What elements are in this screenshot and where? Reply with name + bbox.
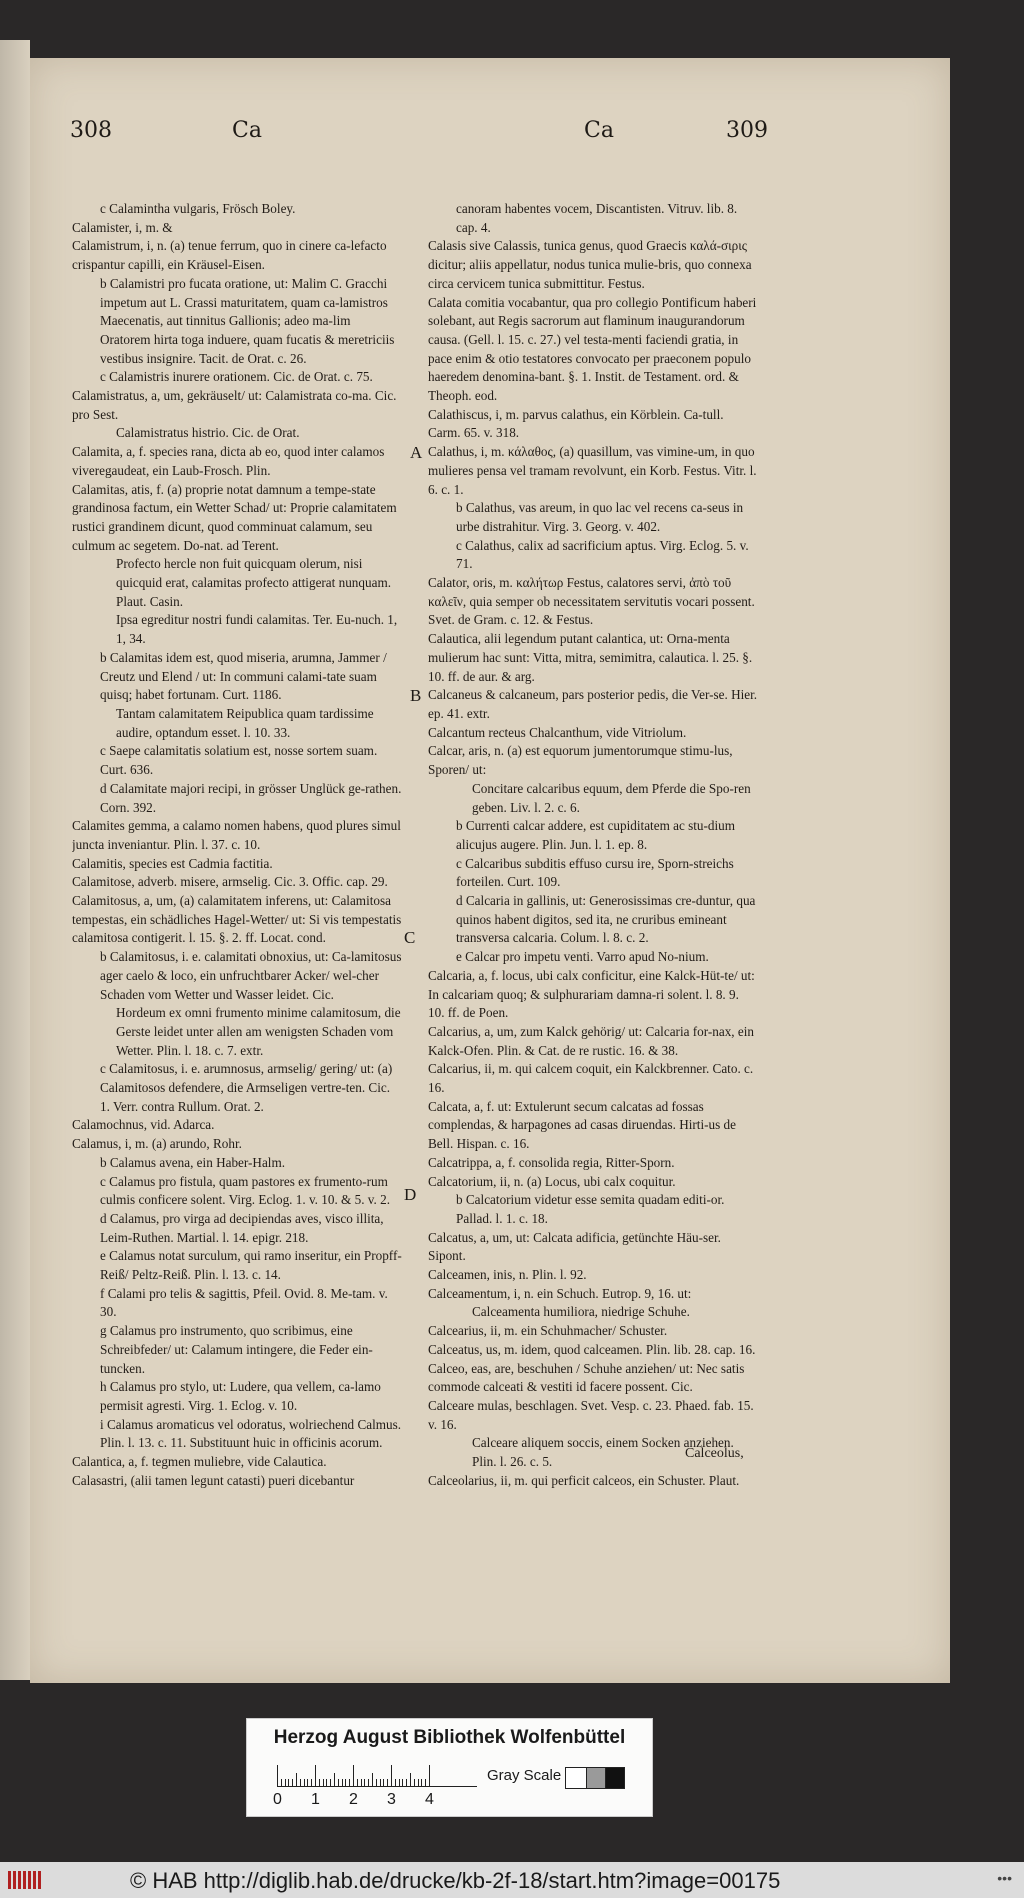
dictionary-entry: Calcar, aris, n. (a) est equorum jumentorumque stimu-lus, Sporen/ ut: xyxy=(428,743,733,778)
page-number-left: 308 xyxy=(70,118,112,143)
dictionary-entry: g Calamus pro instrumento, quo scribimus, eine Schreibfeder/ ut: Calamum intingere, die Feder ein-tuncken. xyxy=(100,1323,373,1376)
ruler-tick xyxy=(421,1779,422,1787)
dictionary-entry: Calcatorium, ii, n. (a) Locus, ubi calx coquitur. xyxy=(428,1173,676,1189)
dictionary-entry: Ipsa egreditur nostri fundi calamitas. Ter. Eu-nuch. 1, 1, 34. xyxy=(116,612,398,647)
ruler-tick xyxy=(319,1779,320,1787)
ruler-number: 1 xyxy=(311,1791,320,1808)
ruler-tick xyxy=(395,1779,396,1787)
ruler-tick xyxy=(277,1765,278,1787)
dictionary-entry: b Calamitosus, i. e. calamitati obnoxius, ut: Ca-lamitosus ager caelo & loco, ein unfruchtbarer Acker/ wel-cher Schaden vom Wetter und Wasser leidet. Cic. xyxy=(100,949,402,1002)
dictionary-entry: h Calamus pro stylo, ut: Ludere, qua vellem, ca-lamo permisit agresti. Virg. 1. Eclog. v. 10. xyxy=(100,1379,381,1413)
ruler-tick xyxy=(304,1779,305,1787)
dictionary-entry: d Calamus, pro virga ad decipiendas aves, visco illita, Leim-Ruthen. Martial. l. 14. epigr. 218. xyxy=(100,1210,384,1245)
dictionary-entry: b Calathus, vas areum, in quo lac vel recens ca-seus in urbe distrahitur. Virg. 3. Georg. v. 402. xyxy=(456,500,744,534)
margin-letter: B xyxy=(410,686,422,705)
gray-swatch-white xyxy=(565,1767,587,1789)
dictionary-entry: b Calamitas idem est, quod miseria, arumna, Jammer / Creutz und Elend / ut: In communi calami-tate suam quisq; habet fortunam. Curt. 1186. xyxy=(100,649,387,703)
dictionary-entry: Calamister, i, m. & xyxy=(72,219,173,235)
ruler-tick xyxy=(399,1779,400,1787)
more-menu-icon[interactable]: ••• xyxy=(997,1870,1012,1886)
library-label xyxy=(246,1718,653,1817)
dictionary-entry: Calceamentum, i, n. ein Schuch. Eutrop. 9, 16. ut: xyxy=(428,1285,692,1301)
dictionary-entry: Calautica, alii legendum putant calantica, ut: Orna-menta mulierum hac sunt: Vitta, mitra, semimitra, calautica. l. 25. §. 10. ff. de aur. & arg. xyxy=(428,631,753,684)
ruler-tick xyxy=(342,1779,343,1787)
ruler-tick xyxy=(292,1779,293,1787)
dictionary-entry: c Saepe calamitatis solatium est, nosse sortem suam. Curt. 636. xyxy=(100,743,378,778)
ruler-tick xyxy=(288,1779,289,1787)
ruler-tick xyxy=(402,1779,403,1787)
dictionary-entry: Calceare mulas, beschlagen. Svet. Vesp. c. 23. Phaed. fab. 15. v. 16. xyxy=(428,1398,754,1432)
dictionary-entry: Calceatus, us, m. idem, quod calceamen. Plin. lib. 28. cap. 16. xyxy=(428,1341,756,1357)
dictionary-entry: Calcatus, a, um, ut: Calcata adificia, getünchte Häu-ser. Sipont. xyxy=(428,1229,721,1264)
ruler-tick xyxy=(345,1779,346,1787)
dictionary-entry: d Calcaria in gallinis, ut: Generosissimas cre-duntur, qua quinos habent digitos, sed ita, ne cruribus emineant transversa calcaria. Colum. l. 8. c. 2. xyxy=(456,893,756,946)
ruler-tick xyxy=(311,1779,312,1787)
ruler-tick xyxy=(429,1765,430,1787)
dictionary-entry: Calcearius, ii, m. ein Schuhmacher/ Schuster. xyxy=(428,1323,668,1339)
dictionary-entry: Calceare aliquem soccis, einem Socken anziehen. Plin. l. 26. c. 5. xyxy=(472,1435,734,1470)
dictionary-entry: Calcarius, a, um, zum Kalck gehörig/ ut: Calcaria for-nax, ein Kalck-Ofen. Plin. & Cat. de re rustic. 16. & 38. xyxy=(428,1023,755,1058)
copyright-url[interactable]: © HAB http://diglib.hab.de/drucke/kb-2f-18/start.htm?image=00175 xyxy=(130,1868,781,1893)
dictionary-entry: Calceamenta humiliora, niedrige Schuhe. xyxy=(472,1304,690,1320)
running-head-right: Ca xyxy=(584,118,614,143)
ruler-tick xyxy=(391,1765,392,1787)
ruler-tick xyxy=(414,1779,415,1787)
dictionary-entry: c Calamintha vulgaris, Frösch Boley. xyxy=(100,201,296,216)
gray-swatch-mid xyxy=(586,1767,606,1789)
dictionary-entry: Calceo, eas, are, beschuhen / Schuhe anziehen/ ut: Nec satis commode calceati & vestiti id facere possent. Cic. xyxy=(428,1360,745,1395)
dictionary-entry: Calathiscus, i, m. parvus calathus, ein Körblein. Ca-tull. Carm. 65. v. 318. xyxy=(428,406,724,441)
ruler-tick xyxy=(364,1779,365,1787)
dictionary-entry: c Calcaribus subditis effuso cursu ire, Sporn-streichs forteilen. Curt. 109. xyxy=(456,855,734,890)
dictionary-entry: Calamitas, atis, f. (a) proprie notat damnum a tempe-state grandinosa factum, ein Wetter Schad/ ut: Proprie calamitatem rustici grandinem dicunt, quod comminuat calamum, seu culmum ac segetem. Do-nat. ad Terent. xyxy=(72,481,397,553)
dictionary-entry: Calamita, a, f. species rana, dicta ab eo, quod inter calamos viveregaudeat, ein Laub-Frosch. Plin. xyxy=(72,444,385,478)
left-column xyxy=(72,200,402,1491)
dictionary-entry: Calcaneus & calcaneum, pars posterior pedis, die Ver-se. Hier. ep. 41. extr. xyxy=(428,687,758,721)
hab-logo-icon xyxy=(6,1868,50,1892)
ruler-tick xyxy=(406,1779,407,1787)
dictionary-entry: c Calamistris inurere orationem. Cic. de Orat. c. 75. xyxy=(100,369,373,385)
dictionary-entry: Calamites gemma, a calamo nomen habens, quod plures simul juncta inveniantur. Plin. l. 37. c. 10. xyxy=(72,818,401,852)
dictionary-entry: Calamistratus histrio. Cic. de Orat. xyxy=(116,425,300,441)
catchword: Calceolus, xyxy=(685,1446,744,1461)
dictionary-entry: Hordeum ex omni frumento minime calamitosum, die Gerste leidet unter allen am wenigsten Schaden vom Wetter. Plin. l. 18. c. 7. extr. xyxy=(116,1005,401,1058)
dictionary-entry: Calcarius, ii, m. qui calcem coquit, ein Kalckbrenner. Cato. c. 16. xyxy=(428,1061,754,1096)
ruler-tick xyxy=(296,1773,297,1787)
dictionary-entry: i Calamus aromaticus vel odoratus, wolriechend Calmus. Plin. l. 13. c. 11. Substituunt huic in officinis acorum. xyxy=(100,1416,402,1451)
ruler-tick xyxy=(353,1765,354,1787)
ruler-tick xyxy=(323,1779,324,1787)
ruler-tick xyxy=(368,1779,369,1787)
right-column xyxy=(428,200,758,1491)
dictionary-entry: c Calamitosus, i. e. arumnosus, armselig/ gering/ ut: (a) Calamitosos defendere, die Armseligen vertre-ten. Cic. 1. Verr. contra Rullum. Orat. 2. xyxy=(100,1061,393,1114)
ruler-tick xyxy=(349,1779,350,1787)
ruler-tick xyxy=(361,1779,362,1787)
ruler-tick xyxy=(383,1779,384,1787)
ruler-tick xyxy=(334,1773,335,1787)
dictionary-entry: c Calathus, calix ad sacrificium aptus. Virg. Eclog. 5. v. 71. xyxy=(456,537,749,572)
dictionary-entry: Calcaria, a, f. locus, ubi calx conficitur, eine Kalck-Hüt-te/ ut: In calcariam quoq; & sulphurariam damna-ri solent. l. 8. 9. 10. ff. de Poen. xyxy=(428,967,755,1021)
dictionary-entry: f Calami pro telis & sagittis, Pfeil. Ovid. 8. Me-tam. v. 30. xyxy=(100,1285,388,1320)
margin-letter: C xyxy=(404,928,416,947)
dictionary-entry: Profecto hercle non fuit quicquam olerum, nisi quicquid erat, calamitas profecto attigerat nunquam. Plaut. Casin. xyxy=(116,556,391,609)
dictionary-entry: Calata comitia vocabantur, qua pro collegio Pontificum haberi solebant, aut Regis sacrorum aut flaminum inaugurandorum causa. (Gell. l. 15. c. 27.) vel testa-menti faciendi gratia, in pace enim & otio testatores convocato per praeconem populo haeredem denomina-bant. §. 1. Instit. de Testament. ord. & Theoph. eod. xyxy=(428,294,757,404)
dictionary-entry: Calamitis, species est Cadmia factitia. xyxy=(72,855,273,871)
dictionary-entry: Calathus, i, m. κάλαθος, (a) quasillum, vas vimine-um, in quo mulieres pensa vel tramam revolvunt, ein Korb. Festus. Vitr. l. 6. c. 1. xyxy=(428,444,757,497)
dictionary-entry: Calantica, a, f. tegmen muliebre, vide Calautica. xyxy=(72,1454,327,1470)
dictionary-entry: Calasis sive Calassis, tunica genus, quod Graecis καλά-σιρις dicitur; aliis appellatur, nodus tunica mulie-bris, quo connexa circa cervicem tunica submittitur. Festus. xyxy=(428,238,752,291)
ruler-tick xyxy=(330,1779,331,1787)
running-head-left: Ca xyxy=(232,118,262,143)
dictionary-entry: canoram habentes vocem, Discantisten. Vitruv. lib. 8. cap. 4. xyxy=(456,201,738,235)
ruler-tick xyxy=(387,1779,388,1787)
dictionary-entry: b Currenti calcar addere, est cupiditatem ac stu-dium alicujus augere. Plin. Jun. l. 1. ep. 8. xyxy=(456,818,736,852)
dictionary-entry: Concitare calcaribus equum, dem Pferde die Spo-ren geben. Liv. l. 2. c. 6. xyxy=(472,780,751,815)
dictionary-entry: Calcata, a, f. ut: Extulerunt secum calcatas ad fossas complendas, & harpagones ad casas diruendas. Hirti-us de Bell. Hispan. c. 16. xyxy=(428,1098,736,1152)
margin-letter: D xyxy=(404,1185,417,1204)
dictionary-entry: d Calamitate majori recipi, in grösser Unglück ge-rathen. Corn. 392. xyxy=(100,780,402,815)
gray-swatch-black xyxy=(605,1767,625,1789)
ruler-tick xyxy=(410,1773,411,1787)
ruler-tick xyxy=(300,1779,301,1787)
dictionary-entry: Calamistrum, i, n. (a) tenue ferrum, quo in cinere ca-lefacto crispantur capilli, ein Kräusel-Eisen. xyxy=(72,238,387,273)
ruler-tick xyxy=(307,1779,308,1787)
margin-letter: A xyxy=(410,443,423,462)
dictionary-entry: Calamus, i, m. (a) arundo, Rohr. xyxy=(72,1136,242,1152)
dictionary-entry: Calcatrippa, a, f. consolida regia, Ritter-Sporn. xyxy=(428,1154,675,1170)
grayscale-label: Gray Scale xyxy=(487,1767,562,1784)
library-name: Herzog August Bibliothek Wolfenbüttel xyxy=(273,1727,626,1748)
dictionary-entry: Calasastri, (alii tamen legunt catasti) pueri dicebantur xyxy=(72,1472,355,1488)
dictionary-entry: c Calamus pro fistula, quam pastores ex frumento-rum culmis conficere solent. Virg. Eclog. 1. v. 10. & 5. v. 2. xyxy=(100,1173,391,1208)
ruler-tick xyxy=(285,1779,286,1787)
ruler-tick xyxy=(418,1779,419,1787)
dictionary-entry: b Calcatorium videtur esse semita quadam editi-or. Pallad. l. 1. c. 18. xyxy=(456,1192,725,1226)
dictionary-entry: Calceolarius, ii, m. qui perficit calceos, ein Schuster. Plaut. xyxy=(428,1472,740,1488)
book-spine xyxy=(0,40,30,1680)
ruler-tick xyxy=(372,1773,373,1787)
dictionary-entry: Tantam calamitatem Reipublica quam tardissime audire, optandum esset. l. 10. 33. xyxy=(116,705,374,740)
dictionary-entry: e Calcar pro impetu venti. Varro apud No-nium. xyxy=(456,949,709,965)
ruler-tick xyxy=(380,1779,381,1787)
dictionary-entry: Calator, oris, m. καλήτωρ Festus, calatores servi, ἀπὸ τοῦ καλεῖν, quia semper ob necessitatem servitutis vocari possent. Svet. de Gram. c. 12. & Festus. xyxy=(428,575,755,628)
ruler-number: 3 xyxy=(387,1791,396,1808)
ruler-tick xyxy=(281,1779,282,1787)
dictionary-entry: Calamitosus, a, um, (a) calamitatem inferens, ut: Calamitosa tempestas, ein schädliches Hagel-Wetter/ ut: Si vis tempestatis calamitosa contigerit. l. 15. §. 2. ff. Locat. cond. xyxy=(72,893,402,946)
dictionary-entry: b Calamistri pro fucata oratione, ut: Malim C. Gracchi impetum aut L. Crassi maturitatem, quam ca-lamistros Maecenatis, aut tinnitus Gallionis; adeo ma-lim Oratorem hirta toga induere, quam fucatis & meretriciis vestibus insignire. Tacit. de Orat. c. 26. xyxy=(100,275,395,366)
dictionary-entry: Calamochnus, vid. Adarca. xyxy=(72,1117,215,1133)
dictionary-entry: b Calamus avena, ein Haber-Halm. xyxy=(100,1154,286,1170)
ruler-scale xyxy=(277,1765,477,1787)
ruler-tick xyxy=(326,1779,327,1787)
dictionary-entry: Calamitose, adverb. misere, armselig. Cic. 3. Offic. cap. 29. xyxy=(72,874,388,890)
ruler-tick xyxy=(338,1779,339,1787)
ruler-number: 0 xyxy=(273,1791,282,1808)
ruler-tick xyxy=(376,1779,377,1787)
ruler-number: 2 xyxy=(349,1791,358,1808)
ruler-number: 4 xyxy=(425,1791,434,1808)
page-number-right: 309 xyxy=(726,118,768,143)
ruler-tick xyxy=(357,1779,358,1787)
footer-bar xyxy=(0,1862,1024,1898)
ruler-tick xyxy=(425,1779,426,1787)
dictionary-entry: Calceamen, inis, n. Plin. l. 92. xyxy=(428,1267,587,1283)
dictionary-entry: Calamistratus, a, um, gekräuselt/ ut: Calamistrata co-ma. Cic. pro Sest. xyxy=(72,388,397,422)
ruler-tick xyxy=(315,1765,316,1787)
dictionary-entry: e Calamus notat surculum, qui ramo inseritur, ein Propff-Reiß/ Peltz-Reiß. Plin. l. 13. c. 14. xyxy=(100,1248,402,1283)
dictionary-entry: Calcantum recteus Chalcanthum, vide Vitriolum. xyxy=(428,724,687,740)
